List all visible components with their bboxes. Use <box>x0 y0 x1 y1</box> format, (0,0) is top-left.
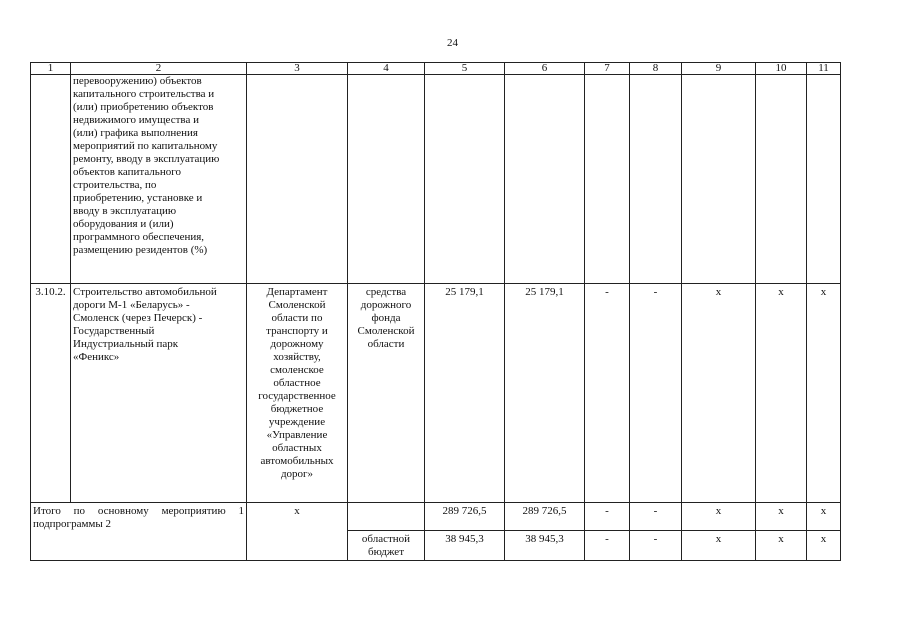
executor-line: областное <box>273 377 321 389</box>
value-cell: 25 179,1 <box>505 284 585 503</box>
value-cell <box>585 75 630 284</box>
value-cell: x <box>682 531 756 561</box>
description-line: «Феникс» <box>73 351 120 363</box>
column-header: 1 <box>31 63 71 75</box>
executor-line: государственное <box>258 390 336 402</box>
executor-line: «Управление <box>266 429 328 441</box>
value-cell: - <box>630 531 682 561</box>
value-cell: x <box>756 531 807 561</box>
value-cell: 25 179,1 <box>425 284 505 503</box>
value-cell: x <box>756 503 807 531</box>
column-header: 9 <box>682 63 756 75</box>
column-header: 2 <box>71 63 247 75</box>
indicator-description-cell <box>71 75 247 284</box>
description-line: капитального строительства и <box>73 88 215 100</box>
table-row-3-10-2 <box>31 284 841 503</box>
description-line: программного обеспечения, <box>73 231 205 243</box>
funding-source-cell <box>348 503 425 531</box>
value-cell: 289 726,5 <box>505 503 585 531</box>
value-cell: x <box>807 531 841 561</box>
executor-line: дорог» <box>280 468 314 480</box>
funding-source-cell <box>348 284 425 503</box>
row-number-cell: 3.10.2. <box>31 284 71 503</box>
executor-line: смоленское <box>270 364 324 376</box>
executor-cell <box>247 75 348 284</box>
value-cell <box>630 75 682 284</box>
value-cell <box>682 75 756 284</box>
description-line: перевооружению) объектов <box>73 75 202 87</box>
executor-line: области по <box>271 312 323 324</box>
executor-line: транспорту и <box>266 325 328 337</box>
value-cell <box>756 75 807 284</box>
table-row-total <box>31 503 841 531</box>
column-header: 3 <box>247 63 348 75</box>
value-cell: x <box>807 284 841 503</box>
program-table <box>30 62 841 561</box>
executor-line: дорожному <box>270 338 324 350</box>
activity-description-cell <box>71 284 247 503</box>
value-cell: x <box>682 503 756 531</box>
source-line: областной <box>361 533 411 545</box>
value-cell <box>505 75 585 284</box>
value-cell: x <box>807 503 841 531</box>
column-header: 7 <box>585 63 630 75</box>
description-line: дороги М-1 «Беларусь» - <box>73 299 190 311</box>
funding-source-cell <box>348 531 425 561</box>
value-cell: - <box>585 503 630 531</box>
funding-source-cell <box>348 75 425 284</box>
column-numbers-row <box>31 63 841 75</box>
description-line: недвижимого имущества и <box>73 114 199 126</box>
value-cell <box>807 75 841 284</box>
total-label-line: Итого по основному мероприятию 1 <box>33 505 244 517</box>
executor-line: хозяйству, <box>273 351 321 363</box>
column-header: 6 <box>505 63 585 75</box>
source-line: Смоленской <box>357 325 415 337</box>
executor-line: областных <box>272 442 322 454</box>
description-line: Индустриальный парк <box>73 338 179 350</box>
description-line: (или) приобретению объектов <box>73 101 214 113</box>
value-cell: x <box>756 284 807 503</box>
table-row-continuation <box>31 75 841 284</box>
description-line: размещению резидентов (%) <box>73 244 208 256</box>
value-cell: - <box>630 503 682 531</box>
column-header: 10 <box>756 63 807 75</box>
executor-line: учреждение <box>268 416 326 428</box>
value-cell: - <box>585 531 630 561</box>
source-line: средства <box>365 286 407 298</box>
value-cell: x <box>682 284 756 503</box>
description-line: (или) графика выполнения <box>73 127 198 139</box>
source-line: фонда <box>371 312 401 324</box>
description-line: оборудования и (или) <box>73 218 174 230</box>
page-number: 24 <box>447 37 458 49</box>
column-header: 4 <box>348 63 425 75</box>
description-line: строительства, по <box>73 179 157 191</box>
description-line: Государственный <box>73 325 155 337</box>
total-label-line: подпрограммы 2 <box>33 518 112 530</box>
total-label-cell <box>31 503 247 561</box>
value-cell: 289 726,5 <box>425 503 505 531</box>
description-line: мероприятий по капитальному <box>73 140 218 152</box>
executor-cell: x <box>247 503 348 561</box>
description-line: Строительство автомобильной <box>73 286 217 298</box>
source-line: дорожного <box>360 299 412 311</box>
value-cell: - <box>630 284 682 503</box>
source-line: области <box>367 338 405 350</box>
description-line: Смоленск (через Печерск) - <box>73 312 203 324</box>
column-header: 8 <box>630 63 682 75</box>
column-header: 5 <box>425 63 505 75</box>
executor-cell <box>247 284 348 503</box>
description-line: ремонту, вводу в эксплуатацию <box>73 153 220 165</box>
executor-line: автомобильных <box>260 455 334 467</box>
column-header: 11 <box>807 63 841 75</box>
executor-line: Департамент <box>266 286 328 298</box>
executor-line: Смоленской <box>268 299 326 311</box>
source-line: бюджет <box>368 546 404 558</box>
description-line: приобретению, установке и <box>73 192 203 204</box>
value-cell <box>425 75 505 284</box>
row-number-cell <box>31 75 71 284</box>
description-line: объектов капитального <box>73 166 181 178</box>
value-cell: 38 945,3 <box>505 531 585 561</box>
value-cell: - <box>585 284 630 503</box>
description-line: вводу в эксплуатацию <box>73 205 177 217</box>
executor-line: бюджетное <box>270 403 324 415</box>
value-cell: 38 945,3 <box>425 531 505 561</box>
